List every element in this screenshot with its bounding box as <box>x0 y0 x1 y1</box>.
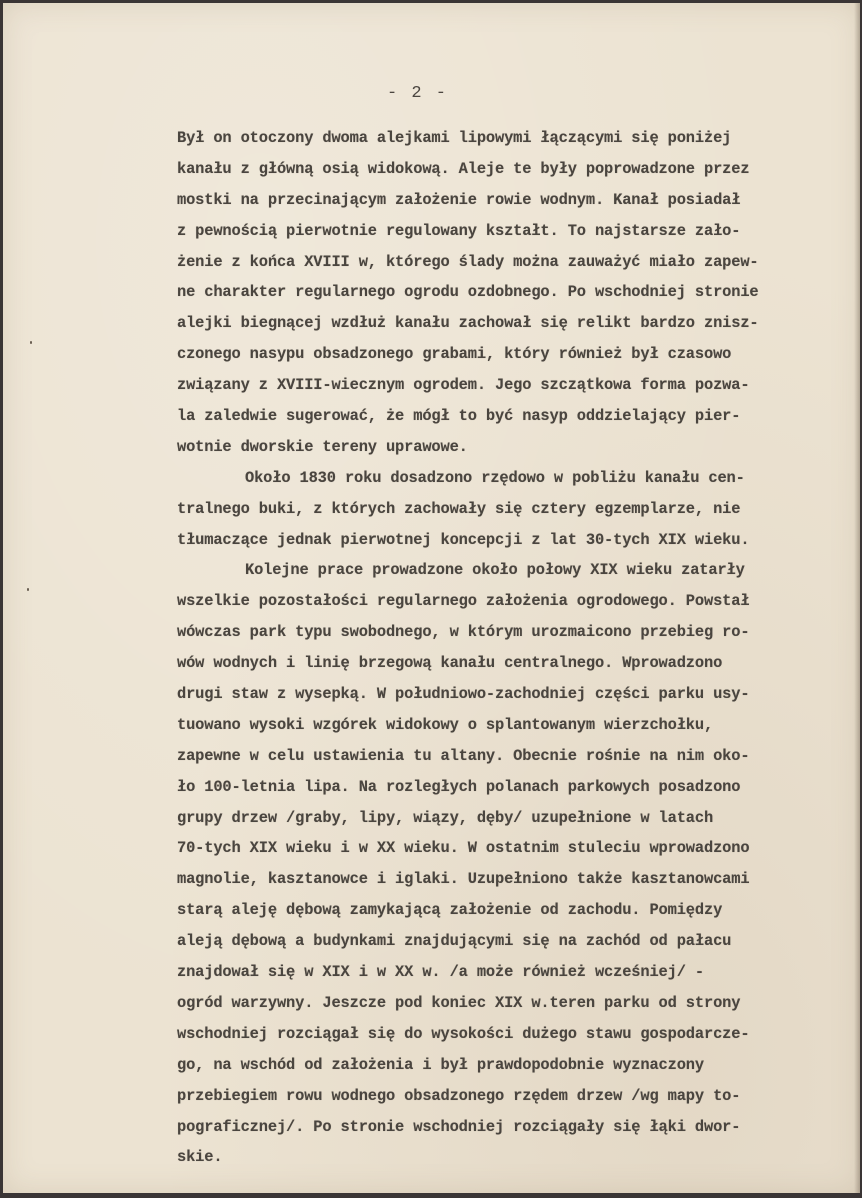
text-line: wschodniej rozciągał się do wysokości dużego stawu gospodarcze- <box>177 1024 750 1043</box>
text-line: ne charakter regularnego ogrodu ozdobnego. Po wschodniej stronie <box>177 283 759 302</box>
text-line: znajdował się w XIX i w XX w. /a może również wcześniej/ - <box>177 963 704 982</box>
text-line: żenie z końca XVIII w, którego ślady można zauważyć miało zapew- <box>177 252 759 271</box>
text-line: alejki biegnącej wzdłuż kanału zachował się relikt bardzo znisz- <box>177 314 759 333</box>
text-line: aleją dębową a budynkami znajdującymi się na zachód od pałacu <box>177 932 732 951</box>
text-line: ogród warzywny. Jeszcze pod koniec XIX w.teren parku od strony <box>177 993 741 1012</box>
text-line: wotnie dworskie tereny uprawowe. <box>177 437 468 456</box>
paper-speck <box>30 341 32 344</box>
text-line: zapewne w celu ustawienia tu altany. Obecnie rośnie na nim oko- <box>177 746 750 765</box>
text-line: tłumaczące jednak pierwotnej koncepcji z lat 30-tych XIX wieku. <box>177 530 750 549</box>
text-line: Około 1830 roku dosadzono rzędowo w pobliżu kanału cen- <box>245 468 745 487</box>
text-line: Był on otoczony dwoma alejkami lipowymi łączącymi się poniżej <box>177 129 732 147</box>
text-line: starą aleję dębową zamykającą założenie od zachodu. Pomiędzy <box>177 901 723 920</box>
text-line: wszelkie pozostałości regularnego założenia ogrodowego. Powstał <box>177 592 750 611</box>
text-line: ło 100-letnia lipa. Na rozległych polanach parkowych posadzono <box>177 777 741 796</box>
text-line: wówczas park typu swobodnego, w którym urozmaicono przebieg ro- <box>177 623 750 642</box>
text-line: drugi staw z wysepką. W południowo-zachodniej części parku usy- <box>177 685 750 704</box>
text-line: Kolejne prace prowadzone około połowy XIX wieku zatarły <box>245 561 745 580</box>
text-line: skie. <box>177 1148 223 1167</box>
body-text <box>177 123 857 1173</box>
typewritten-page <box>3 3 860 1193</box>
text-line: z pewnością pierwotnie regulowany kształt. To najstarsze zało- <box>177 221 741 240</box>
text-line: wów wodnych i linię brzegową kanału centralnego. Wprowadzono <box>177 654 723 673</box>
text-line: przebiegiem rowu wodnego obsadzonego rzędem drzew /wg mapy to- <box>177 1086 741 1105</box>
text-line: go, na wschód od założenia i był prawdopodobnie wyznaczony <box>177 1055 704 1074</box>
text-line: czonego nasypu obsadzonego grabami, który również był czasowo <box>177 345 732 364</box>
text-line: magnolie, kasztanowce i iglaki. Uzupełniono także kasztanowcami <box>177 870 750 889</box>
text-line: 70-tych XIX wieku i w XX wieku. W ostatnim stuleciu wprowadzono <box>177 839 750 858</box>
page-number: - 2 - <box>387 84 449 103</box>
text-line: mostki na przecinającym założenie rowie wodnym. Kanał posiadał <box>177 190 741 209</box>
text-line: tralnego buki, z których zachowały się cztery egzemplarze, nie <box>177 499 741 518</box>
text-line: związany z XVIII-wiecznym ogrodem. Jego szczątkowa forma pozwa- <box>177 376 750 395</box>
text-line: la zaledwie sugerować, że mógł to być nasyp oddzielający pier- <box>177 407 741 426</box>
text-line: tuowano wysoki wzgórek widokowy o splantowanym wierzchołku, <box>177 715 714 734</box>
text-line: pograficznej/. Po stronie wschodniej rozciągały się łąki dwor- <box>177 1117 741 1136</box>
text-line: kanału z główną osią widokową. Aleje te były poprowadzone przez <box>177 159 750 178</box>
paper-speck <box>27 588 29 591</box>
text-line: grupy drzew /graby, lipy, wiązy, dęby/ uzupełnione w latach <box>177 808 714 827</box>
